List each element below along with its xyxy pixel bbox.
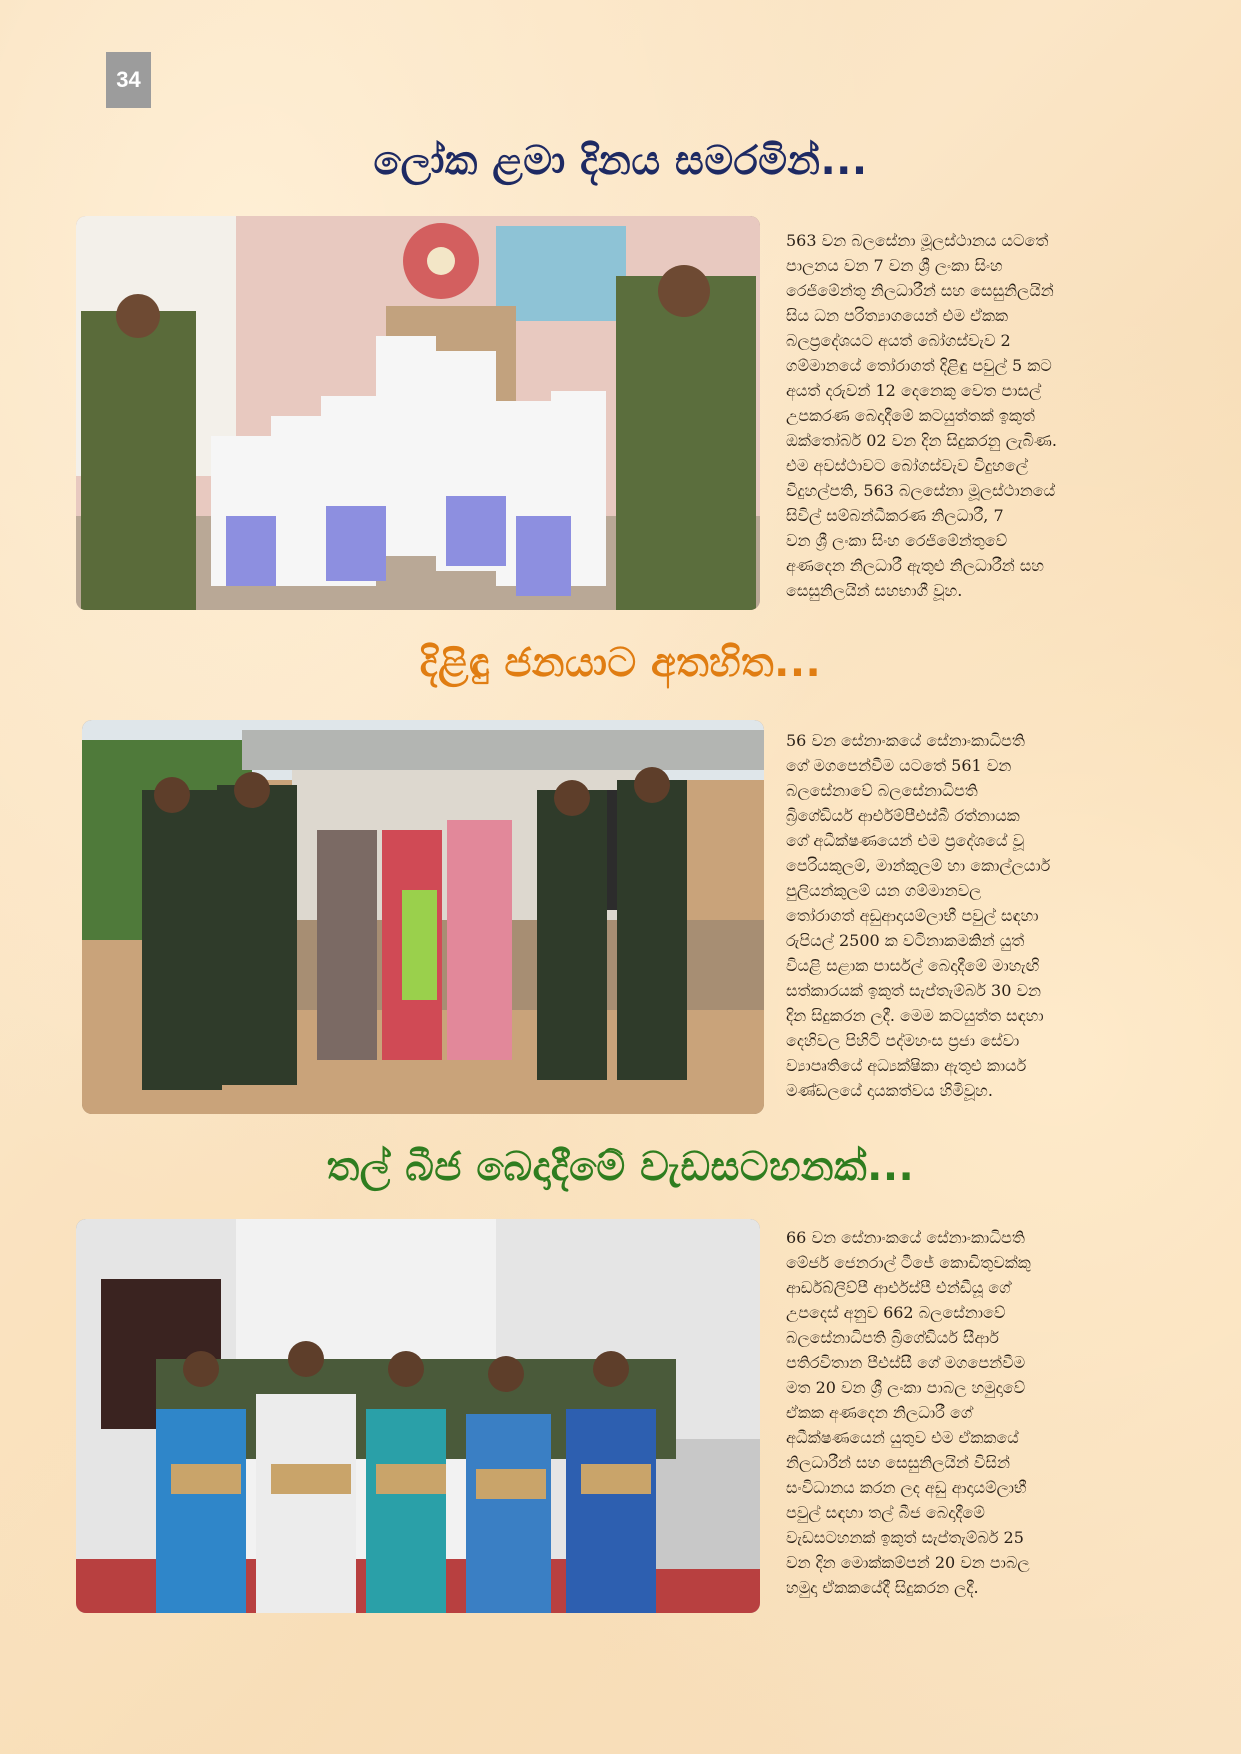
page-number: 34 [106, 52, 151, 108]
article-3-body: 66 වන සේනාංකයේ සේනාංකාධිපති මේජර් ජෙනරාල් ටීජේ කොඩිතුවක්කු ආර්ඩබ්ලිව්පී ආර්එස්පී එන්ඩීයූ ගේ උපදෙස් අනුව 662 බලසේනාවේ බලසේනාධිපති බ්‍රිගේඩියර් සීආර් පතිරවිතාන පීඑස්සී ගේ මගපෙන්වීම මත 20 වන ශ්‍රී ලංකා පාබල හමුදාවේ ඒකක අණදෙන නිලධාරී ගේ අධීක්ෂණයෙන් යුතුව එම ඒකකයේ නිලධාරීන් සහ සෙසුනිලයින් විසින් සංවිධානය කරන ලද අඩු ආදායම්ලාභී පවුල් සඳහා තල් බීජ බෙදාදීමේ වැඩසටහනක් ඉකුත් සැප්තැම්බර් 25 වන දින මොක්කම්පන් 20 වන පාබල හමුදා ඒකකයේදී සිදුකරන ලදී. [786, 1228, 1031, 1597]
article-1-headline: ලෝක ළමා දිනය සමරමින්... [373, 138, 868, 184]
article-1-photo [76, 216, 760, 610]
article-3-headline: තල් බීජ බෙදාදීමේ වැඩසටහනක්... [326, 1144, 915, 1190]
article-2-body: 56 වන සේනාංකයේ සේනාංකාධිපති ගේ මගපෙන්වීම යටතේ 561 වන බලසේනාවේ බලසේනාධිපති බ්‍රිගේඩියර් ආර්එම්පීඑස්බී රත්නායක ගේ අධීක්ෂණයෙන් එම ප්‍රදේශයේ වූ පෙරියකුලම්, මාන්කුලම් හා කොල්ලයාර් පුලියන්කුලම් යන ගම්මානවල තෝරාගත් අඩුආදායම්ලාභී පවුල් සඳහා රුපියල් 2500 ක වටිනාකමකින් යුත් වියළි සළාක පාර්සල් බෙදාදීමේ මාහැඟි සත්කාරයක් ඉකුත් සැප්තැම්බර් 30 වන දින සිදුකරන ලදී. මෙම කටයුත්ත සඳහා දෙහිවල පිහිටි පද්මහංස ප්‍රජා සේවා ව්‍යාපෘතියේ අධ්‍යක්ෂිකා ඇතුළු කාර්ය මණ්ඩලයේ දායකත්වය හිමිවූහ. [786, 731, 1051, 1100]
article-2-headline: දිළිඳු ජනයාට අතහිත... [419, 640, 822, 686]
article-2-photo [82, 720, 764, 1114]
article-3-photo [76, 1219, 760, 1613]
article-1-body: 563 වන බලසේනා මූලස්ථානය යටතේ පාලනය වන 7 වන ශ්‍රී ලංකා සිංහ රෙජිමේන්තු නිලධාරීන් සහ සෙසුනිලයින් සිය ධන පරිත්‍යාගයෙන් එම ඒකක බලප්‍රදේශයට අයත් බෝගස්වැව 2 ගම්මානයේ තෝරාගත් දිළිඳු පවුල් 5 කට අයත් දරුවන් 12 දෙනෙකු වෙත පාසල් උපකරණ බෙදාදීමේ කටයුත්තක් ඉකුත් ඔක්තෝබර් 02 වන දින සිදුකරනු ලැබිණ. එම අවස්ථාවට බෝගස්වැව විදුහලේ විදුහල්පති, 563 බලසේනා මූලස්ථානයේ සිවිල් සම්බන්ධීකරණ නිලධාරී, 7 වන ශ්‍රී ලංකා සිංහ රෙජිමේන්තුවේ අණදෙන නිලධාරී ඇතුළු නිලධාරීන් සහ සෙසුනිලයින් සහභාගී වූහ. [786, 231, 1057, 600]
